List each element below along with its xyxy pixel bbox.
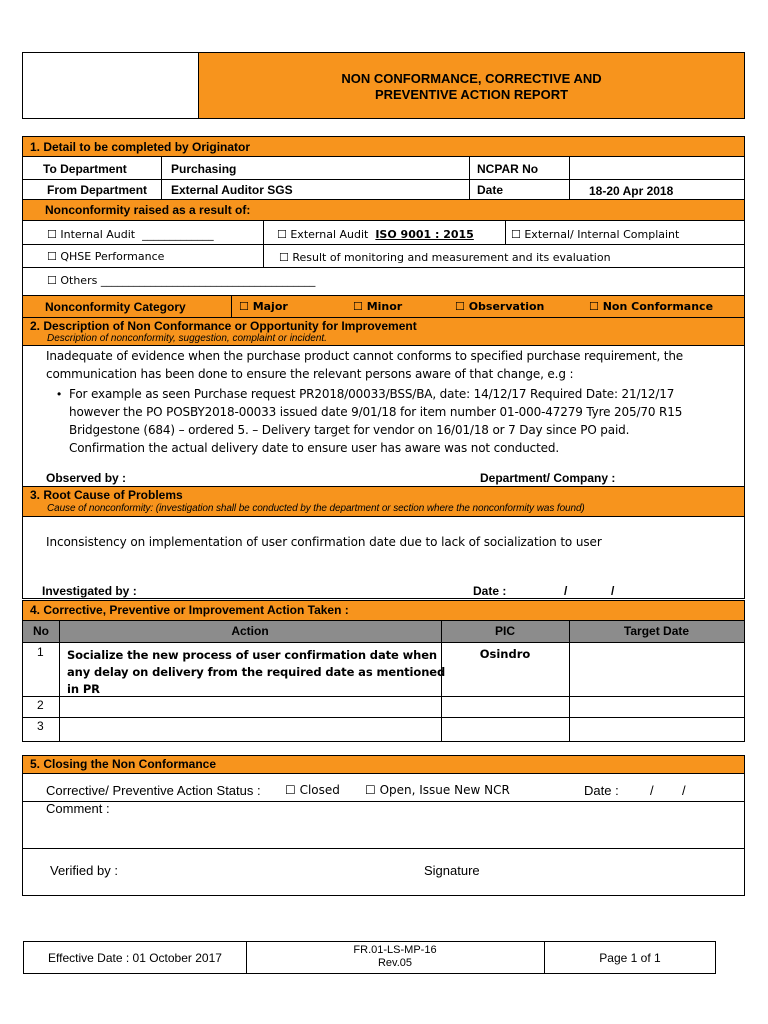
category-minor-checkbox[interactable]: ☐ Minor [353, 300, 403, 313]
header-title-box [199, 53, 744, 118]
others-checkbox[interactable]: ☐ Others _______________________________________ [47, 274, 316, 287]
qhse-checkbox[interactable]: ☐ QHSE Performance [47, 250, 165, 263]
monitoring-checkbox[interactable]: ☐ Result of monitoring and measurement and its evaluation [279, 251, 611, 264]
internal-audit-checkbox[interactable]: ☐ Internal Audit _____________ [47, 228, 214, 241]
category-observation-checkbox[interactable]: ☐ Observation [455, 300, 545, 313]
row-pic: Osindro [479, 647, 531, 661]
external-audit-value: ISO 9001 : 2015 [375, 228, 474, 241]
closing-date-label: Date : [584, 783, 619, 798]
effective-date: Effective Date : 01 October 2017 [48, 951, 222, 965]
header [22, 52, 745, 119]
category-row [23, 295, 744, 318]
col-pic: PIC [494, 624, 515, 638]
section5 [22, 755, 745, 896]
root-cause-date-label: Date : [473, 584, 507, 598]
description-bullet: For example as seen Purchase request PR2018/00033/BSS/BA, date: 14/12/17 Required Date: 21/12/17 however the PO POSBY2018-00033 issued date 9/01/18 for item number 01-000-47279 Tyre 205/70 R15 Bridgestone (684) – ordered 5. – Delivery target for vendor on 16/01/18 or 7 Day since PO paid. Confirmation the actual delivery date to ensure user has aware was not conducted. [69, 387, 683, 455]
department-company-label: Department/ Company : [480, 471, 616, 485]
closing-date-slash-2: / [682, 783, 686, 798]
from-department-label: From Department [47, 183, 148, 197]
category-nonconformance-checkbox[interactable]: ☐ Non Conformance [589, 300, 714, 313]
from-department-value: External Auditor SGS [171, 183, 293, 197]
row-no: 1 [37, 645, 44, 659]
date-slash-1: / [564, 584, 568, 598]
table-row [23, 718, 744, 740]
bullet-icon: • [57, 387, 62, 401]
doc-code: FR.01-LS-MP-16 Rev.05 [353, 944, 437, 969]
action-table-header [23, 621, 744, 643]
ncpar-label: NCPAR No [477, 162, 539, 176]
section3-header [23, 487, 744, 517]
category-label: Nonconformity Category [45, 300, 186, 314]
status-label: Corrective/ Preventive Action Status : [46, 783, 261, 798]
logo-placeholder [23, 53, 199, 118]
root-cause-text: Inconsistency on implementation of user confirmation date due to lack of socialization to user [46, 535, 602, 549]
section4-header [23, 601, 744, 621]
section4 [22, 600, 745, 742]
page-title [199, 71, 744, 103]
row-action: Socialize the new process of user confirmation date when any delay on delivery from the required date as mentioned in PR [67, 648, 446, 696]
date-slash-2: / [611, 584, 615, 598]
row-no: 2 [37, 698, 44, 712]
section1-heading: 1. Detail to be completed by Originator [30, 140, 251, 154]
col-no: No [33, 624, 49, 638]
date-label: Date [477, 183, 504, 197]
description-paragraph: Inadequate of evidence when the purchase product cannot conforms to specified purchase requirement, the communication has been done to ensure the relevant persons aware of that change, e.g : [46, 349, 684, 381]
section3-subheading: Cause of nonconformity: (investigation shall be conducted by the department or section where the nonconformity was found) [47, 503, 585, 514]
section5-heading: 5. Closing the Non Conformance [30, 757, 217, 771]
section2-heading: 2. Description of Non Conformance or Opportunity for Improvement [30, 319, 417, 333]
raised-header [23, 199, 744, 221]
observed-by-label: Observed by : [46, 471, 127, 485]
section2-subheading: Description of nonconformity, suggestion, complaint or incident. [47, 333, 327, 344]
to-department-value: Purchasing [171, 162, 237, 176]
open-issue-ncr-checkbox[interactable]: ☐ Open, Issue New NCR [365, 783, 510, 797]
row-no: 3 [37, 719, 44, 733]
external-audit-checkbox[interactable]: ☐ External Audit ISO 9001 : 2015 [277, 228, 474, 241]
verified-by-label: Verified by : [50, 863, 118, 878]
section2 [22, 317, 745, 488]
section4-heading: 4. Corrective, Preventive or Improvement Action Taken : [30, 603, 349, 617]
table-row [23, 643, 744, 696]
section3-heading: 3. Root Cause of Problems [30, 488, 183, 502]
comment-label: Comment : [46, 801, 110, 816]
to-department-label: To Department [43, 162, 127, 176]
section5-header [23, 756, 744, 774]
signature-label: Signature [424, 863, 480, 878]
footer [23, 941, 716, 974]
col-action: Action [231, 624, 269, 638]
table-row [23, 697, 744, 717]
complaint-checkbox[interactable]: ☐ External/ Internal Complaint [511, 228, 680, 241]
investigated-by-label: Investigated by : [42, 584, 137, 598]
section1-header [23, 137, 744, 157]
closing-date-slash-1: / [650, 783, 654, 798]
col-target-date: Target Date [623, 624, 690, 638]
page-title-line2: PREVENTIVE ACTION REPORT [374, 87, 569, 102]
section2-header [23, 318, 744, 346]
date-value: 18-20 Apr 2018 [589, 184, 674, 198]
page-number: Page 1 of 1 [599, 951, 661, 965]
section3 [22, 486, 745, 599]
section1 [22, 136, 745, 319]
page-title-line1: NON CONFORMANCE, CORRECTIVE AND [341, 71, 602, 86]
closed-checkbox[interactable]: ☐ Closed [285, 783, 340, 797]
raised-heading: Nonconformity raised as a result of: [45, 203, 251, 217]
category-major-checkbox[interactable]: ☐ Major [239, 300, 288, 313]
